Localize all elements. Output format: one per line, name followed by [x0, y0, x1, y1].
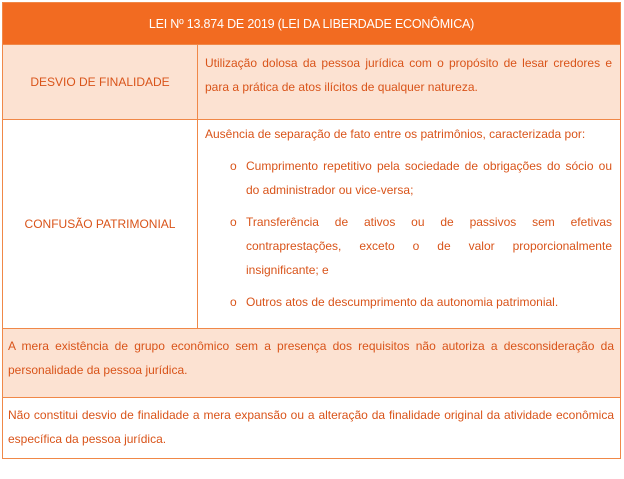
- row-description: Utilização dolosa da pessoa jurídica com o propósito de lesar credores e para a prática de atos ilícitos de qualquer natureza.: [205, 56, 612, 94]
- law-summary-table: [2, 2, 621, 459]
- table-row-desvio-de-finalidade: [3, 45, 620, 120]
- row-description: [198, 120, 620, 328]
- bullet-icon: o: [230, 215, 237, 229]
- table-row-confusao-patrimonial: [3, 120, 620, 329]
- list-item-text: Transferência de ativos ou de passivos sem efetivas contraprestações, exceto o de valor proporcionalmente insignificante; e: [246, 215, 612, 277]
- list-item: [230, 210, 612, 282]
- note-grupo-economico: A mera existência de grupo econômico sem a presença dos requisitos não autoriza a desconsideração da personalidade da pessoa jurídica.: [3, 329, 620, 398]
- list-item-text: Outros atos de descumprimento da autonomia patrimonial.: [246, 295, 559, 309]
- table-header: [3, 3, 620, 45]
- list-item: [230, 290, 612, 314]
- row-label: DESVIO DE FINALIDADE: [3, 45, 198, 119]
- bullet-icon: o: [230, 295, 237, 309]
- list-item-text: Cumprimento repetitivo pela sociedade de obrigações do sócio ou do administrador ou vice-versa;: [246, 159, 612, 197]
- row-label: CONFUSÃO PATRIMONIAL: [3, 120, 198, 328]
- row-intro: Ausência de separação de fato entre os patrimônios, caracterizada por:: [205, 127, 586, 141]
- bullet-icon: o: [230, 159, 237, 173]
- table-title: LEI Nº 13.874 DE 2019 (LEI DA LIBERDADE ECONÔMICA): [148, 16, 475, 31]
- list-item: [230, 154, 612, 202]
- note-expansao-finalidade: Não constitui desvio de finalidade a mera expansão ou a alteração da finalidade original da atividade econômica específica da pessoa jurídica.: [3, 398, 620, 458]
- criteria-list: [205, 154, 612, 314]
